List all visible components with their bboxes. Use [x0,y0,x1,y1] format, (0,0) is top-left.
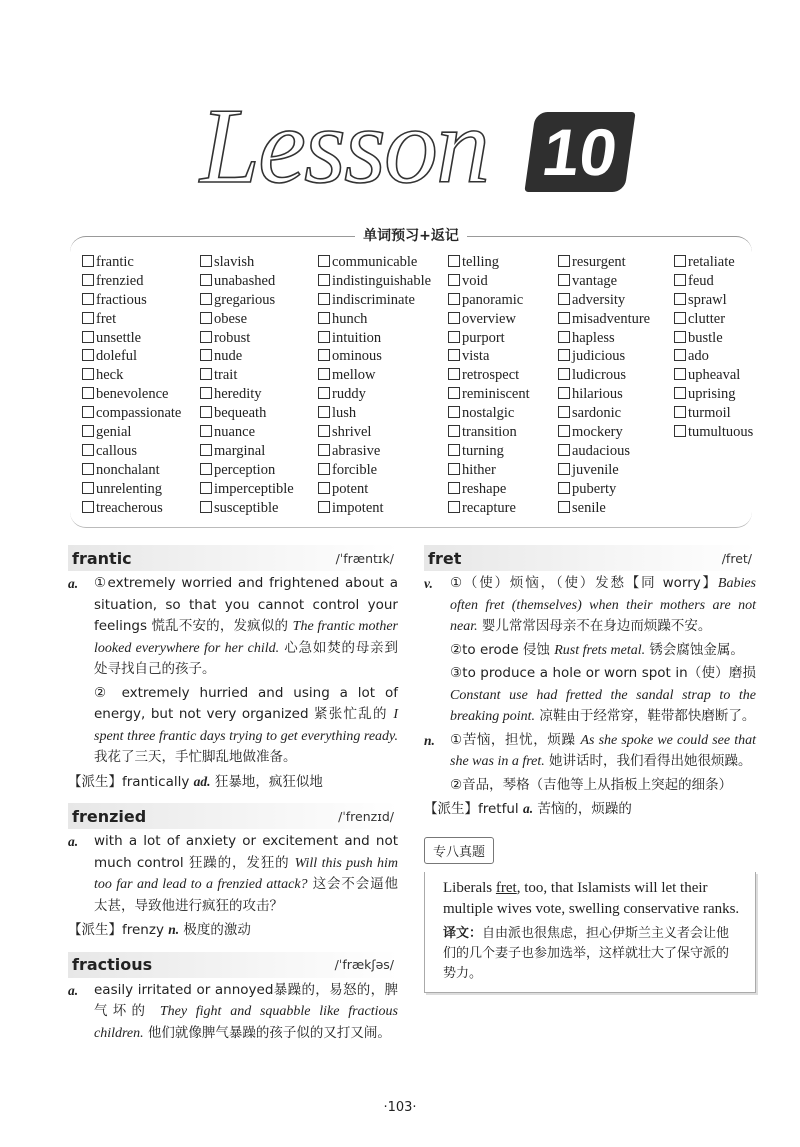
vocab-item[interactable]: feud [674,272,753,291]
vocab-item[interactable]: nude [200,347,294,366]
entry-header [68,545,398,571]
lesson-word: Lesson [200,87,489,206]
vocab-item[interactable]: panoramic [448,291,530,310]
vocab-item[interactable]: fractious [82,291,181,310]
exam-sentence: Liberals fret, too, that Islamists will let their multiple wives vote, swelling conservative ranks. [443,879,740,917]
vocab-item[interactable]: bustle [674,329,753,348]
vocab-item[interactable]: overview [448,310,530,329]
definition: ③to produce a hole or worn spot in（使）磨损 Constant use had fretted the sandal strap to the breaking point. 凉鞋由于经常穿，鞋带都快磨断了。 [450,665,756,724]
vocab-item[interactable]: hapless [558,329,650,348]
headword: fractious [72,955,153,974]
vocab-item[interactable]: bequeath [200,404,294,423]
vocab-item[interactable]: sprawl [674,291,753,310]
definition: a. ①extremely worried and frightened about a situation, so that you cannot control your feelings 慌乱不安的，发疯似的 The frantic mother looked everywhere for her child. 心急如焚的母亲到处寻找自己的孩子。 [68,575,398,677]
vocab-item[interactable]: juvenile [558,461,650,480]
vocab-item[interactable]: treacherous [82,499,181,518]
vocab-item[interactable]: mockery [558,423,650,442]
vocab-item[interactable]: intuition [318,329,431,348]
derivation: 【派生】fretful a. 苦恼的，烦躁的 [424,801,632,817]
vocab-item[interactable]: shrivel [318,423,431,442]
entry-fret [424,545,756,821]
vocab-item[interactable]: lush [318,404,431,423]
vocab-item[interactable]: nostalgic [448,404,530,423]
vocab-item[interactable]: compassionate [82,404,181,423]
vocab-item[interactable]: turmoil [674,404,753,423]
left-column [68,545,398,1044]
vocab-item[interactable]: heredity [200,385,294,404]
part-of-speech: a. [68,834,79,849]
definition: ②音品，琴格（吉他等上从指板上突起的细条） [450,776,733,793]
vocab-item[interactable]: recapture [448,499,530,518]
vocab-column [200,253,294,517]
entry-header [68,803,398,829]
vocab-item[interactable]: genial [82,423,181,442]
example: Rust frets metal. [554,642,646,658]
vocab-item[interactable]: unrelenting [82,480,181,499]
vocab-item[interactable]: perception [200,461,294,480]
vocab-column [448,253,530,517]
part-of-speech: v. [424,576,433,591]
derivation: 【派生】frenzy n. 极度的激动 [68,922,251,938]
part-of-speech: a. [68,982,79,998]
vocab-column [82,253,181,517]
vocab-column [318,253,431,517]
vocab-item[interactable]: ominous [318,347,431,366]
lesson-title [200,87,630,206]
vocab-item[interactable]: imperceptible [200,480,294,499]
vocab-item[interactable]: sardonic [558,404,650,423]
headword: frenzied [72,806,147,826]
vocab-item[interactable]: frenzied [82,272,181,291]
vocab-item[interactable]: fret [82,310,181,329]
example: I spent three frantic days trying to get everything ready. [94,707,398,744]
vocab-item[interactable]: hilarious [558,385,650,404]
vocab-item[interactable]: benevolence [82,385,181,404]
phonetic: /ˈfræntɪk/ [335,550,394,566]
vocab-item[interactable]: transition [448,423,530,442]
definition: a. easily irritated or annoyed暴躁的，易怒的，脾气坏的 They fight and squabble like fractious children. 他们就像脾气暴躁的孩子似的又打又闹。 [68,981,399,1041]
part-of-speech: n. [424,732,435,748]
vocab-item[interactable]: vantage [558,272,650,291]
entry-header [68,952,398,978]
derivation: 【派生】frantically ad. 狂暴地，疯狂似地 [68,773,323,790]
vocab-item[interactable]: adversity [558,291,650,310]
vocab-item[interactable]: clutter [674,310,753,329]
vocab-item[interactable]: unabashed [200,272,294,291]
exam-translation: 译文：自由派也很焦虑，担心伊斯兰主义者会让他们的几个妻子也参加选举，这样就壮大了保守派的势力。 [443,925,730,981]
vocab-item[interactable]: communicable [318,253,431,272]
vocab-item[interactable]: gregarious [200,291,294,310]
vocab-item[interactable]: nonchalant [82,461,181,480]
vocab-item[interactable]: marginal [200,442,294,461]
vocab-item[interactable]: vista [448,347,530,366]
vocab-item[interactable]: robust [200,329,294,348]
exam-label: 专八真题 [424,837,494,864]
vocab-item[interactable]: mellow [318,366,431,385]
vocab-item[interactable]: doleful [82,347,181,366]
entry-frantic [68,545,398,793]
vocab-item[interactable]: slavish [200,253,294,272]
headword: frantic [72,548,132,568]
vocab-item[interactable]: reshape [448,480,530,499]
exam-question [424,831,756,993]
phonetic: /ˈfrenzɪd/ [338,808,394,824]
example: Constant use had fretted the sandal strap to the breaking point. [450,687,756,724]
entry-fractious [68,952,398,1045]
vocab-heading: 单词预习+返记 [70,225,752,245]
vocab-item[interactable]: trait [200,366,294,385]
example: They fight and squabble like fractious children. [94,1004,399,1041]
vocab-item[interactable]: void [448,272,530,291]
vocab-item[interactable]: hunch [318,310,431,329]
phonetic: /ˈfrækʃəs/ [334,957,394,972]
vocab-item[interactable]: tumultuous [674,423,753,442]
vocab-item[interactable]: judicious [558,347,650,366]
part-of-speech: a. [68,576,79,591]
vocab-item[interactable]: unsettle [82,329,181,348]
example: Will this push him too far and lead to a frenzied attack? [94,855,399,892]
vocab-item[interactable]: purport [448,329,530,348]
vocab-item[interactable]: puberty [558,480,650,499]
example: Babies often fret (themselves) when their mothers are not near. [450,576,756,634]
right-column [424,545,756,993]
vocab-item[interactable]: indistinguishable [318,272,431,291]
vocab-item[interactable]: turning [448,442,530,461]
vocab-item[interactable]: frantic [82,253,181,272]
vocab-item[interactable]: nuance [200,423,294,442]
definition: a. with a lot of anxiety or excitement and not much control 狂躁的，发狂的 Will this push him too far and lead to a frenzied attack? 这会不会逼他太甚，导致他进行疯狂的攻击？ [68,833,399,914]
vocab-item[interactable]: uprising [674,385,753,404]
vocab-item[interactable]: heck [82,366,181,385]
definition: ② extremely hurried and using a lot of energy, but not very organized 紧张忙乱的 I spent three frantic days trying to get everything ready. 我花了三天，手忙脚乱地做准备。 [94,684,398,765]
vocab-item[interactable]: susceptible [200,499,294,518]
vocab-item[interactable]: abrasive [318,442,431,461]
entry-frenzied [68,803,398,942]
vocab-column [674,253,753,442]
vocab-item[interactable]: upheaval [674,366,753,385]
vocab-item[interactable]: misadventure [558,310,650,329]
example: The frantic mother looked everywhere for her child. [94,619,398,656]
lesson-number: 10 [524,112,635,192]
vocab-item[interactable]: forcible [318,461,431,480]
vocab-item[interactable]: obese [200,310,294,329]
vocab-item[interactable]: ruddy [318,385,431,404]
vocab-item[interactable]: reminiscent [448,385,530,404]
vocab-item[interactable]: ado [674,347,753,366]
vocab-item[interactable]: potent [318,480,431,499]
headword: fret [428,548,462,568]
phonetic: /fret/ [721,550,752,566]
vocab-checklist [70,228,754,528]
vocab-item[interactable]: indiscriminate [318,291,431,310]
entry-header [424,545,756,571]
vocab-item[interactable]: ludicrous [558,366,650,385]
vocab-item[interactable]: impotent [318,499,431,518]
vocab-column [558,253,650,517]
exam-box [424,872,756,993]
definition: n. ①苦恼，担忧，烦躁 As she spoke we could see that she was in a fret. 她讲话时，我们看得出她很烦躁。 [424,731,756,769]
vocab-item[interactable]: telling [448,253,530,272]
page-number: ·103· [383,1100,417,1115]
definition: v. ①（使）烦恼，（使）发愁【同 worry】Babies often fret (themselves) when their mothers are not near. 婴儿常常因母亲不在身边而烦躁不安。 [424,575,756,634]
vocab-item[interactable]: hither [448,461,530,480]
vocab-item[interactable]: senile [558,499,650,518]
definition: ②to erode 侵蚀 Rust frets metal. 锈会腐蚀金属。 [450,641,744,658]
example: As she spoke we could see that she was in a fret. [450,732,756,769]
vocab-item[interactable]: retaliate [674,253,753,272]
vocab-item[interactable]: audacious [558,442,650,461]
vocab-item[interactable]: callous [82,442,181,461]
vocab-item[interactable]: retrospect [448,366,530,385]
vocab-item[interactable]: resurgent [558,253,650,272]
